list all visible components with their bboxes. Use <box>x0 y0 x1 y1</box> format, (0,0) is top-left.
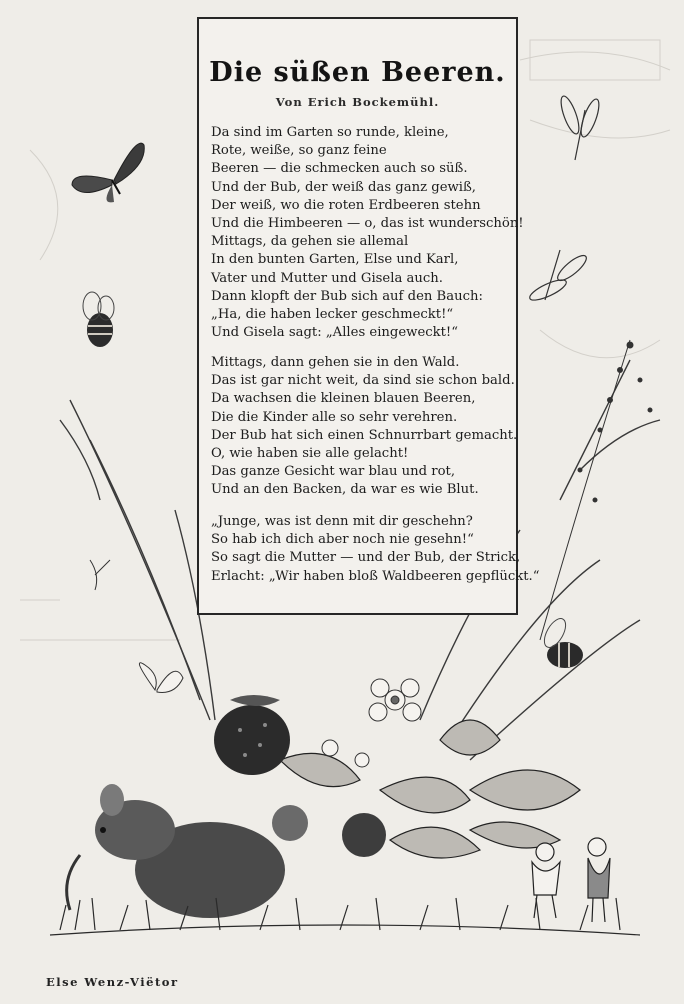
poem-line: Da wachsen die kleinen blauen Beeren, <box>211 391 476 407</box>
child-figure-icon <box>532 838 610 922</box>
poem-line: Und an den Backen, da war es wie Blut. <box>211 482 479 498</box>
poem-line: Und der Bub, der weiß das ganz gewiß, <box>211 179 476 195</box>
butterfly-icon <box>72 143 144 202</box>
moth-icon <box>90 560 110 590</box>
poem-line: Mittags, da gehen sie allemal <box>211 234 409 250</box>
poem-line: Und Gisela sagt: „Alles eingeweckt!“ <box>211 325 458 341</box>
poem-line: Der Bub hat sich einen Schnurrbart gemacht. <box>211 427 518 443</box>
poem-line: Mittags, dann gehen sie in den Wald. <box>211 355 460 370</box>
poem-line: Das ist gar nicht weit, da sind sie schon bald. <box>211 373 515 389</box>
stanza-3 <box>211 513 540 586</box>
poem-line: Das ganze Gesicht war blau und rot, <box>211 464 456 480</box>
poem-line: O, wie haben sie alle gelacht! <box>211 445 409 461</box>
flower-icon <box>322 679 421 767</box>
poem-line: So sagt die Mutter — und der Bub, der Strick, <box>211 550 521 566</box>
poem-line: Dann klopft der Bub sich auf den Bauch: <box>211 288 483 304</box>
illustrator-signature: Else Wenz-Viëtor <box>46 975 179 989</box>
dragonfly-icon <box>527 94 602 304</box>
poem-line: In den bunten Garten, Else und Karl, <box>211 252 459 268</box>
butterfly-icon <box>139 663 183 693</box>
poem-line: Rote, weiße, so ganz feine <box>211 143 387 159</box>
poem-line: Beeren — die schmecken auch so süß. <box>211 161 468 177</box>
bee-icon <box>83 292 114 347</box>
leaves <box>280 720 580 858</box>
stanza-1 <box>211 124 524 342</box>
ground-grass <box>50 898 640 935</box>
poem-box <box>197 17 540 615</box>
mouse-icon <box>67 784 285 918</box>
poem-line: Erlacht: „Wir haben bloß Waldbeeren gepflückt.“ <box>211 568 540 584</box>
poem-author: Von Erich Bockemühl. <box>275 95 440 109</box>
poem-line: Vater und Mutter und Gisela auch. <box>211 270 443 286</box>
poem-line: „Junge, was ist denn mit dir geschehn? <box>211 514 473 529</box>
poem-title: Die süßen Beeren. <box>209 57 506 88</box>
flower-stalk-right <box>540 340 652 640</box>
stanza-2 <box>211 354 518 500</box>
poem-line: So hab ich dich aber noch nie gesehn!“ <box>211 532 474 548</box>
bee-icon <box>540 615 583 668</box>
poem-line: Die die Kinder alle so sehr verehren. <box>211 409 458 425</box>
poem-line: Der weiß, wo die roten Erdbeeren stehn <box>211 197 481 213</box>
poem-line: Und die Himbeeren — o, das ist wunderschön! <box>211 215 524 231</box>
poem-line: Da sind im Garten so runde, kleine, <box>211 125 449 140</box>
poem-line: „Ha, die haben lecker geschmeckt!“ <box>211 306 454 322</box>
